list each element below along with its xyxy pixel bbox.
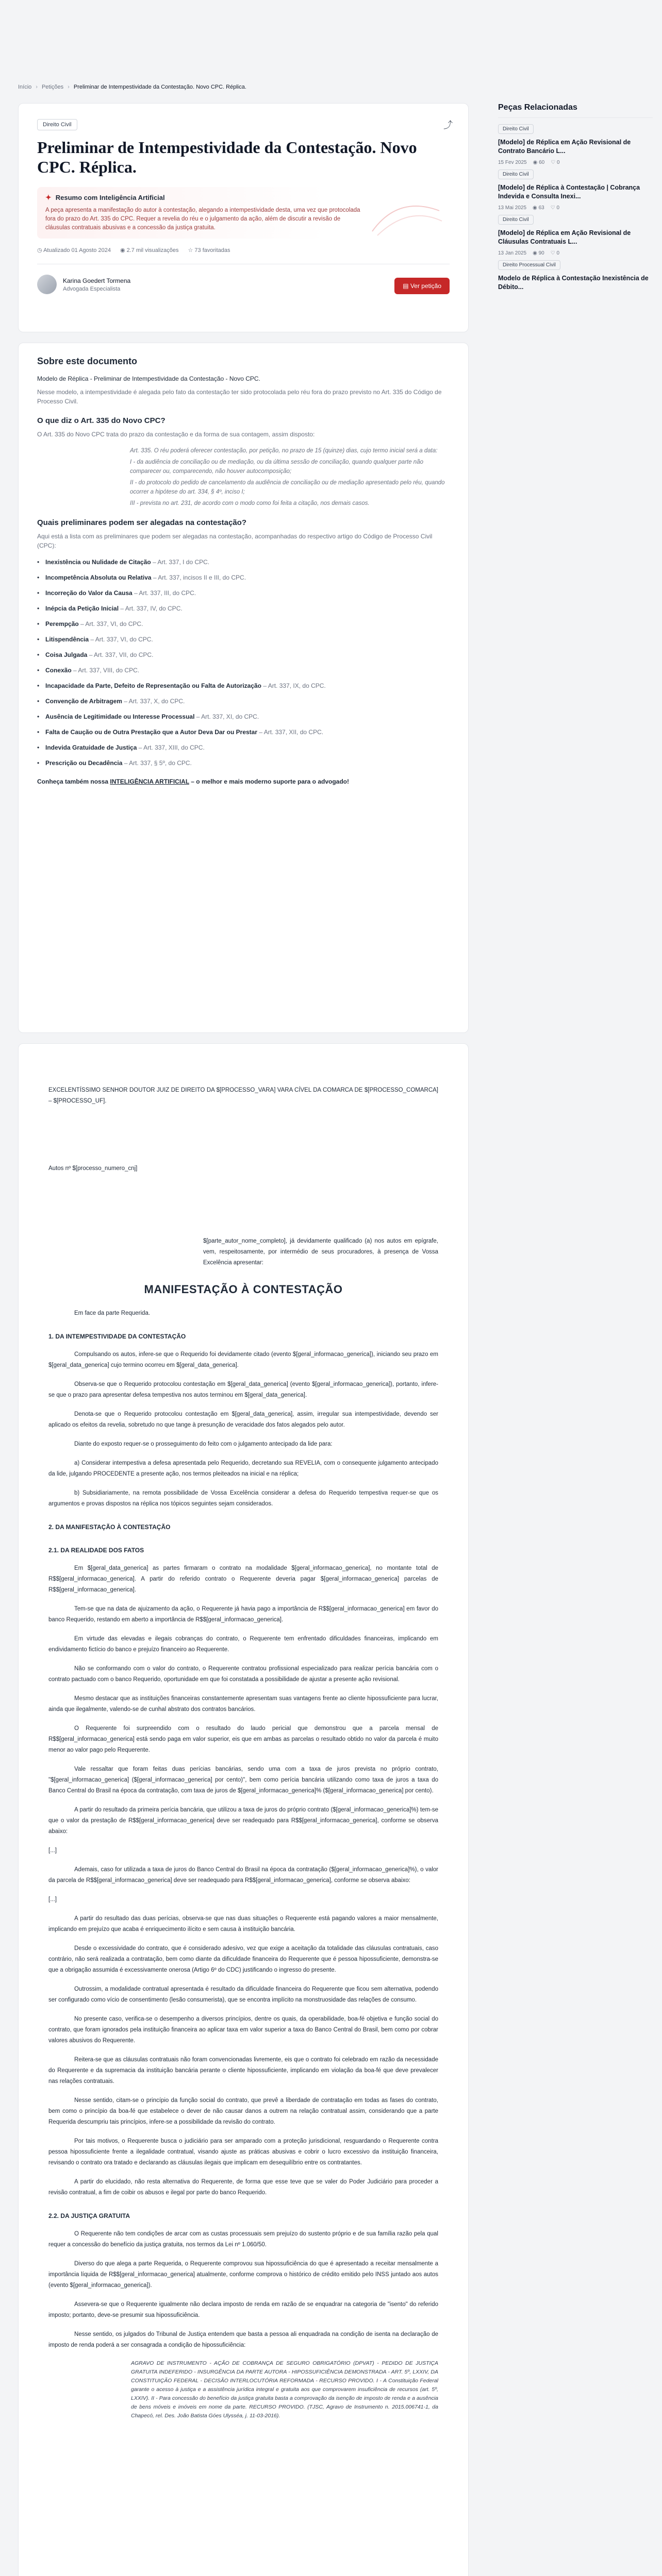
views-count-text: 2.7 mil visualizações [126, 247, 179, 253]
list-item [37, 727, 450, 737]
chevron-right-icon: › [36, 84, 38, 90]
list-item-art: – Art. 337, IV, do CPC. [119, 605, 183, 612]
author-row [37, 264, 450, 294]
heart-icon: ♡ [551, 160, 557, 165]
related-date: 13 Mai 2025 [498, 205, 527, 211]
list-item-art: – Art. 337, XIII, do CPC. [137, 744, 205, 751]
prelim-text: Aqui está a lista com as preliminares que podem ser alegadas na contestação, acompanhadas do respectivo artigo do Código de Processo Civil (CPC): [37, 533, 433, 549]
about-p1: Modelo de Réplica - Preliminar de Intempestividade da Contestação - Novo CPC. [37, 375, 260, 382]
related-meta [498, 250, 653, 256]
doc-heading: 1. DA INTEMPESTIVIDADE DA CONTESTAÇÃO [48, 1333, 186, 1340]
about-p2: Nesse modelo, a intempestividade é alegada pelo fato da contestação ter sido protocolada pelo réu fora do prazo previsto no Art. 335 do Código de Processo Civil. [37, 388, 442, 405]
related-meta [498, 160, 653, 165]
views-count [120, 247, 179, 253]
doc-paragraph: O Requerente foi surpreendido com o resultado do laudo pericial que demonstrou que a parcela mensal de R$$[geral_informacao_generica] está sendo paga em valor superior, eis que em ambas as parcelas o resultado obtido no valor da parcela é muito menor ao valor pago pelo Requerente. [48, 1725, 438, 1753]
avatar[interactable] [37, 275, 57, 294]
related-title[interactable]: [Modelo] de Réplica em Ação Revisional de Cláusulas Contratuais L... [498, 229, 631, 245]
author-role: Advogada Especialista [63, 285, 121, 292]
art-heading: O que diz o Art. 335 do Novo CPC? [37, 416, 166, 425]
list-item [37, 758, 450, 768]
related-likes [551, 205, 559, 211]
list-item [37, 635, 450, 644]
ai-promo-pre: Conheça também nossa [37, 778, 110, 785]
related-likes [551, 250, 559, 256]
doc-paragraph: A partir do resultado das duas perícias, observa-se que nas duas situações o Requerente está pagando valores a maior mensalmente, implicando em prejuízo que acaba é enriquecimento ilícito e sem causa à instituição bancária. [48, 1916, 438, 1933]
doc-paragraph: Diante do exposto requer-se o prosseguimento do feito com o julgamento antecipado da lide para: [74, 1441, 333, 1447]
related-likes [551, 160, 559, 165]
view-petition-label: Ver petição [410, 282, 441, 290]
author-name[interactable]: Karina Goedert Tormena [63, 277, 131, 284]
list-item-art: – Art. 337, incisos II e III, do CPC. [151, 574, 246, 581]
updated-date [37, 247, 111, 253]
list-item [37, 573, 450, 582]
ai-summary-title: Resumo com Inteligência Artificial [55, 194, 165, 201]
list-item-name: Falta de Caução ou de Outra Prestação que a Autor Deva Dar ou Prestar [45, 728, 258, 736]
doc-paragraph: Por tais motivos, o Requerente busca o judiciário para ser amparado com a proteção jurisdicional, resguardando o Requerente contra pessoa hipossuficiente frente a ilegalidade contratual, visando ajuste as práticas abusivas e cobrir o lucro excessivo da instituição financeira, revisando o contrato ora tratado e declarando as cláusulas ilegais que implicam em desequilíbrio entre os contratantes. [48, 2138, 438, 2166]
list-item-art: – Art. 337, § 5º, do CPC. [122, 759, 192, 767]
list-item-name: Inexistência ou Nulidade de Citação [45, 558, 151, 566]
list-item [37, 712, 450, 721]
list-item [37, 697, 450, 706]
meta-row [37, 247, 450, 253]
list-item-name: Conexão [45, 667, 72, 674]
doc-paragraph: Mesmo destacar que as instituições financeiras constantemente apresentam suas vantagens frente ao cliente hipossuficiente para lucrar, ainda que ilegalmente, valendo-se de cunhal abstrato dos contratos bancários. [48, 1696, 438, 1713]
sparkle-icon: ✦ [45, 193, 52, 201]
related-heading: Peças Relacionadas [498, 103, 653, 118]
document-header-card [18, 103, 469, 332]
heart-icon: ♡ [550, 205, 557, 211]
list-item-art: – Art. 337, VI, do CPC. [89, 636, 153, 643]
doc-paragraph: Desde o excessividade do contrato, que é considerado adesivo, vez que exige a aceitação da totalidade das cláusulas contratuais, caso contrário, não será realizada a contratação, bem como diante da dificuldade financeira do Requerente que é pessoa hipossuficiente, demonstra-se que a obrigação assumida é excessivamente onerosa (Artigo 6º do CDC) justificando o ingresso do presente. [48, 1945, 438, 1973]
prelim-list [37, 557, 450, 768]
list-item-name: Prescrição ou Decadência [45, 759, 123, 767]
doc-paragraph: Tem-se que na data de ajuizamento da ação, o Requerente já havia pago a importância de R$$[geral_informacao_generica] em favor do banco Requerido, restando em aberto a importância de R$$[geral_informacao_generica]. [48, 1606, 438, 1623]
quote-line: II - do protocolo do pedido de cancelamento da audiência de conciliação ou de mediação apresentado pelo réu, quando ocorrer a hipótese do art. 334, § 4º, inciso I; [130, 480, 445, 495]
list-item [37, 681, 450, 690]
related-views-count: 63 [538, 205, 544, 211]
quote-line: Art. 335. O réu poderá oferecer contestação, por petição, no prazo de 15 (quinze) dias, cujo termo inicial será a data: [130, 448, 438, 454]
related-item[interactable] [498, 214, 653, 256]
doc-paragraph: Não se conformando com o valor do contrato, o Requerente contratou profissional especializado para realizar perícia bancária com o contrato pactuado com o banco Requerido, oportunidade em que foi constatada a possibilidade de ajustar a presente ação revisional. [48, 1666, 438, 1683]
doc-paragraph: No presente caso, verifica-se o desempenho a diversos princípios, dentre os quais, da operabilidade, boa-fé objetiva e função social do contrato, que foram ignorados pela instituição financeira ao aplicar taxa em valor superior a taxa do Banco Central do Brasil, bem como por cobrar valores abusivos do Requerente. [48, 2016, 438, 2044]
list-item-art: – Art. 337, X, do CPC. [122, 698, 185, 705]
list-item [37, 619, 450, 629]
doc-center-title: MANIFESTAÇÃO À CONTESTAÇÃO [144, 1283, 343, 1296]
doc-quote: AGRAVO DE INSTRUMENTO - AÇÃO DE COBRANÇA DE SEGURO OBRIGATÓRIO (DPVAT) - PEDIDO DE JUSTIÇA GRATUITA INDEFERIDO - INSURGÊNCIA DA PARTE AUTORA - HIPOSSUFICIÊNCIA DEMONSTRADA - ART. 5º, LXXIV, DA CONSTITUIÇÃO FEDERAL - DECISÃO INTERLOCUTÓRIA REFORMADA - RECURSO PROVIDO. I - A Constituição Federal garante o acesso à justiça e a assistência jurídica integral e gratuita aos que comprovarem insuficiência de recursos (art. 5º, LXXIV). II - Para concessão do benefício da justiça gratuita basta a comprovação da isenção de imposto de renda e a ausência de bens móveis e imóveis em nome da parte. RECURSO PROVIDO. (TJSC, Agravo de Instrumento n. 2015.006741-1, da Chapecó, rel. Des. João Batista Góes Ulysséa, j. 11-03-2016). [131, 2360, 438, 2419]
related-badge: Direito Civil [498, 124, 534, 134]
list-item [37, 666, 450, 675]
updated-date-text: Atualizado 01 Agosto 2024 [43, 247, 111, 253]
ai-promo-link[interactable]: INTELIGÊNCIA ARTIFICIAL [110, 778, 189, 785]
ai-summary-text: A peça apresenta a manifestação do autor à contestação, alegando a intempestividade desta, uma vez que protocolada fora do prazo do Art. 335 do CPC. Requer a revelia do réu e o julgamento da ação, além de discutir a revisão de cláusulas contratuais abusivas e a concessão da justiça gratuita. [45, 207, 360, 231]
petition-document [18, 1043, 469, 2576]
doc-paragraph: [...] [48, 1848, 57, 1854]
related-date: 13 Jan 2025 [498, 250, 527, 256]
doc-paragraph: Nesse sentido, os julgados do Tribunal de Justiça entendem que basta a pessoa ali enquadrada na condição de isenta na declaração de imposto de renda poderá a ser consagrada a condição de hipossuficiência: [48, 2331, 438, 2348]
doc-paragraph: Compulsando os autos, infere-se que o Requerido foi devidamente citado (evento $[geral_informacao_generica]), iniciando seu prazo em $[geral_data_generica] cujo termino ocorreu em $[geral_data_generica]. [48, 1351, 438, 1368]
list-item [37, 743, 450, 752]
doc-paragraph: Vale ressaltar que foram feitas duas perícias bancárias, sendo uma com a taxa de juros prevista no próprio contrato, "$[geral_informacao_generica] ($[geral_informacao_generica] por cento)", bem como perícia bancária utilizando como taxa de juros a taxa do Banco Central do Brasil na época da contratação, com taxa de juros de $[geral_informacao_generica]% ($[geral_informacao_generica] por cento). [48, 1766, 438, 1794]
list-item [37, 588, 450, 598]
list-item-name: Litispendência [45, 636, 89, 643]
doc-paragraph: A partir do resultado da primeira perícia bancária, que utilizou a taxa de juros do próprio contrato ($[geral_informacao_generica]%) tem-se que o valor da prestação de R$$[geral_informacao_generica] deve ser readequado para R$$[geral_informacao_generica], conforme se observa abaixo: [48, 1807, 438, 1835]
related-views [533, 160, 545, 165]
related-likes-count: 0 [557, 160, 560, 165]
doc-paragraph: Ademais, caso for utilizada a taxa de juros do Banco Central do Brasil na época da contratação ($[geral_informacao_generica]%), o valor da parcela de R$$[geral_informacao_generica] deve ser readequado para R$$[geral_informacao_generica], conforme se observa abaixo: [48, 1867, 438, 1884]
eye-icon: ◉ [533, 250, 539, 256]
breadcrumb-current: Preliminar de Intempestividade da Contestação. Novo CPC. Réplica. [73, 84, 246, 90]
doc-paragraph: Em virtude das elevadas e ilegais cobranças do contrato, o Requerente tem enfrentado dificuldades financeiras, implicando em endividamento fictício do banco e prejuízo financeiro ao Requerente. [48, 1636, 438, 1653]
related-date: 15 Fev 2025 [498, 160, 527, 165]
list-item [37, 650, 450, 659]
breadcrumb [18, 84, 246, 90]
saves-count [188, 247, 230, 253]
page-title: Preliminar de Intempestividade da Contestação. Novo CPC. Réplica. [37, 138, 417, 176]
doc-paragraph: Assevera-se que o Requerente igualmente não declara imposto de renda em razão de se enquadrar na categoria de "isento" do referido imposto; portanto, deve-se presumir sua hipossuficiência. [48, 2301, 438, 2318]
list-item-name: Inépcia da Petição Inicial [45, 605, 119, 612]
saves-count-text: 73 favoritadas [194, 247, 230, 253]
doc-heading: 2. DA MANIFESTAÇÃO À CONTESTAÇÃO [48, 1523, 171, 1531]
about-heading: Sobre este documento [37, 356, 138, 366]
clock-icon: ◷ [37, 247, 44, 253]
list-item-art: – Art. 337, XI, do CPC. [194, 713, 259, 720]
list-item [37, 604, 450, 613]
art-text: O Art. 335 do Novo CPC trata do prazo da contestação e da forma de sua contagem, assim disposto: [37, 431, 315, 438]
share-icon[interactable]: ⤴ [443, 120, 453, 130]
list-item-art: – Art. 337, I do CPC. [151, 558, 210, 566]
related-views [533, 250, 544, 256]
related-item[interactable] [498, 124, 653, 165]
ai-promo-post: – o melhor e mais moderno suporte para o advogado! [189, 778, 349, 785]
doc-paragraph: Reitera-se que as cláusulas contratuais não foram convencionadas livremente, eis que o contrato foi celebrado em razão da necessidade do Requerente e da supremacia da instituição bancária perante o cliente hipossuficiente, implicando em violação da boa-fé que deve prevalecer nas relações contratuais. [48, 2057, 438, 2084]
doc-address: EXCELENTÍSSIMO SENHOR DOUTOR JUIZ DE DIREITO DA $[PROCESSO_VARA] VARA CÍVEL DA COMARCA DE $[PROCESSO_COMARCA] – $[PROCESSO_UF]. [48, 1087, 438, 1104]
related-title[interactable]: [Modelo] de Réplica em Ação Revisional de Contrato Bancário L... [498, 139, 631, 155]
doc-heading: 2.1. DA REALIDADE DOS FATOS [48, 1547, 144, 1554]
list-item-name: Incapacidade da Parte, Defeito de Representação ou Falta de Autorização [45, 682, 262, 689]
quote-line: I - da audiência de conciliação ou de mediação, ou da última sessão de conciliação, quando qualquer parte não comparecer ou, comparecendo, não houver autocomposição; [130, 459, 423, 474]
quote-line: III - prevista no art. 231, de acordo com o modo como foi feita a citação, nos demais casos. [130, 500, 370, 506]
related-title[interactable]: Modelo de Réplica à Contestação Inexistência de Débito... [498, 275, 649, 291]
doc-paragraph: Denota-se que o Requerido protocolou contestação em $[geral_data_generica], assim, irregular sua intempestividade, devendo ser aplicado os efeitos da revelia, sobretudo no que tange à presunção de veracidade dos fatos alegados pelo autor. [48, 1411, 438, 1428]
related-views [533, 205, 544, 211]
related-likes-count: 0 [556, 205, 559, 211]
doc-paragraph: Outrossim, a modalidade contratual apresentada é resultado da dificuldade financeira do Requerente que ficou sem alternativa, podendo ser configurado como vício de consentimento (lesão consumerista), que se encontra implícito na monstruosidade das relações de consumo. [48, 1986, 438, 2003]
related-badge: Direito Civil [498, 170, 534, 179]
art-quote [130, 446, 450, 508]
eye-icon: ◉ [120, 247, 127, 253]
prelim-heading: Quais preliminares podem ser alegadas na contestação? [37, 518, 246, 527]
decorative-wave-icon [367, 190, 444, 236]
list-item-art: – Art. 337, XII, do CPC. [257, 728, 324, 736]
list-item-name: Incorreção do Valor da Causa [45, 589, 133, 597]
doc-paragraph: Observa-se que o Requerido protocolou contestação em $[geral_data_generica] (evento $[geral_informacao_generica]), portanto, infere-se que o prazo para apresentar defesa tempestiva nos autos terminou em $[geral_data_generica]. [48, 1381, 438, 1398]
doc-autos: Autos nº $[processo_numero_cnj] [48, 1165, 138, 1172]
list-item-art: – Art. 337, III, do CPC. [132, 589, 196, 597]
category-badge[interactable]: Direito Civil [37, 119, 77, 130]
list-item-art: – Art. 337, IX, do CPC. [261, 682, 326, 689]
list-item-name: Incompetência Absoluta ou Relativa [45, 574, 152, 581]
ai-promo [37, 777, 450, 786]
doc-paragraph: a) Considerar intempestiva a defesa apresentada pelo Requerido, decretando sua REVELIA, com o consequente julgamento antecipado da lide, julgando PROCEDENTE a presente ação, nos termos pleiteados na inicial e na réplica; [48, 1460, 438, 1477]
related-badge: Direito Civil [498, 215, 534, 225]
list-item-name: Coisa Julgada [45, 651, 88, 658]
doc-heading: 2.2. DA JUSTIÇA GRATUITA [48, 2212, 130, 2219]
eye-icon: ◉ [533, 205, 539, 211]
doc-paragraph: Nesse sentido, citam-se o princípio da função social do contrato, que prevê a liberdade de contratação em todas as fases do contrato, bem como o princípio da boa-fé que estabelece o dever de não causar danos a outrem na relação contratual assim, considerando que a parte Requerida descumpriu tais princípios, infere-se a possibilidade da revisão do contrato. [48, 2097, 438, 2125]
about-section [18, 343, 469, 1033]
doc-paragraph: O Requerente não tem condições de arcar com as custas processuais sem prejuízo do sustento próprio e de sua família razão pela qual requer a concessão do benefício da justiça gratuita, nos termos da Lei nº 1.060/50. [48, 2231, 438, 2248]
related-badge: Direito Processual Civil [498, 260, 560, 270]
list-item-art: – Art. 337, VII, do CPC. [87, 651, 154, 658]
breadcrumb-home[interactable]: Início [18, 84, 32, 90]
ai-summary-box [37, 187, 450, 239]
list-item-art: – Art. 337, VI, do CPC. [78, 620, 143, 628]
list-item-name: Convenção de Arbitragem [45, 698, 122, 705]
view-petition-button[interactable] [394, 278, 450, 294]
doc-paragraph: b) Subsidiariamente, na remota possibilidade de Vossa Excelência considerar a defesa do Requerido tempestiva requer-se que os argumentos e provas dispostos na réplica nos tópicos seguintes sejam considerados. [48, 1490, 438, 1507]
related-views-count: 60 [539, 160, 545, 165]
list-item-art: – Art. 337, VIII, do CPC. [71, 667, 140, 674]
related-meta [498, 205, 653, 211]
doc-paragraph: Diverso do que alega a parte Requerida, o Requerente comprovou sua hipossuficiência do que é apresentado a receitar mensalmente a importância líquida de R$$[geral_informacao_generica] atualmente, conforme comprova o histórico de crédito emitido pelo INSS juntado aos autos (evento $[geral_informacao_generica]). [48, 2261, 438, 2289]
list-item [37, 557, 450, 567]
list-item-name: Perempção [45, 620, 79, 628]
doc-paragraph: [...] [48, 1896, 57, 1903]
doc-paragraph: A partir do elucidado, não resta alternativa do Requerente, de forma que esse teve que se valer do Poder Judiciário para proceder a revisão contratual, a fim de coibir os abusos e ilegal por parte do banco Requerido. [48, 2179, 438, 2196]
list-item-name: Indevida Gratuidade de Justiça [45, 744, 137, 751]
related-title[interactable]: [Modelo] de Réplica à Contestação | Cobrança Indevida e Consulta Inexi... [498, 184, 640, 200]
bookmark-icon: ☆ [188, 247, 195, 253]
related-views-count: 90 [538, 250, 544, 256]
list-item-name: Ausência de Legitimidade ou Interesse Processual [45, 713, 195, 720]
eye-icon: ◉ [533, 160, 539, 165]
chevron-right-icon: › [68, 84, 70, 90]
doc-paragraph: Em $[geral_data_generica] as partes firmaram o contrato na modalidade $[geral_informacao_generica], no montante total de R$$[geral_informacao_generica]. A partir do referido contrato o Requerente deveria pagar $[geral_informacao_generica] parcelas de R$$[geral_informacao_generica]. [48, 1565, 438, 1593]
heart-icon: ♡ [550, 250, 557, 256]
doc-against: Em face da parte Requerida. [74, 1310, 151, 1316]
doc-intro: $[parte_autor_nome_completo], já devidamente qualificado (a) nos autos em epígrafe, vem, respeitosamente, por intermédio de seus procuradores, à presença de Vossa Excelência apresentar: [203, 1238, 438, 1266]
related-likes-count: 0 [556, 250, 560, 256]
document-icon: ▤ [403, 282, 410, 290]
related-item[interactable] [498, 260, 653, 292]
related-item[interactable] [498, 169, 653, 211]
breadcrumb-peticoes[interactable]: Petições [41, 84, 64, 90]
